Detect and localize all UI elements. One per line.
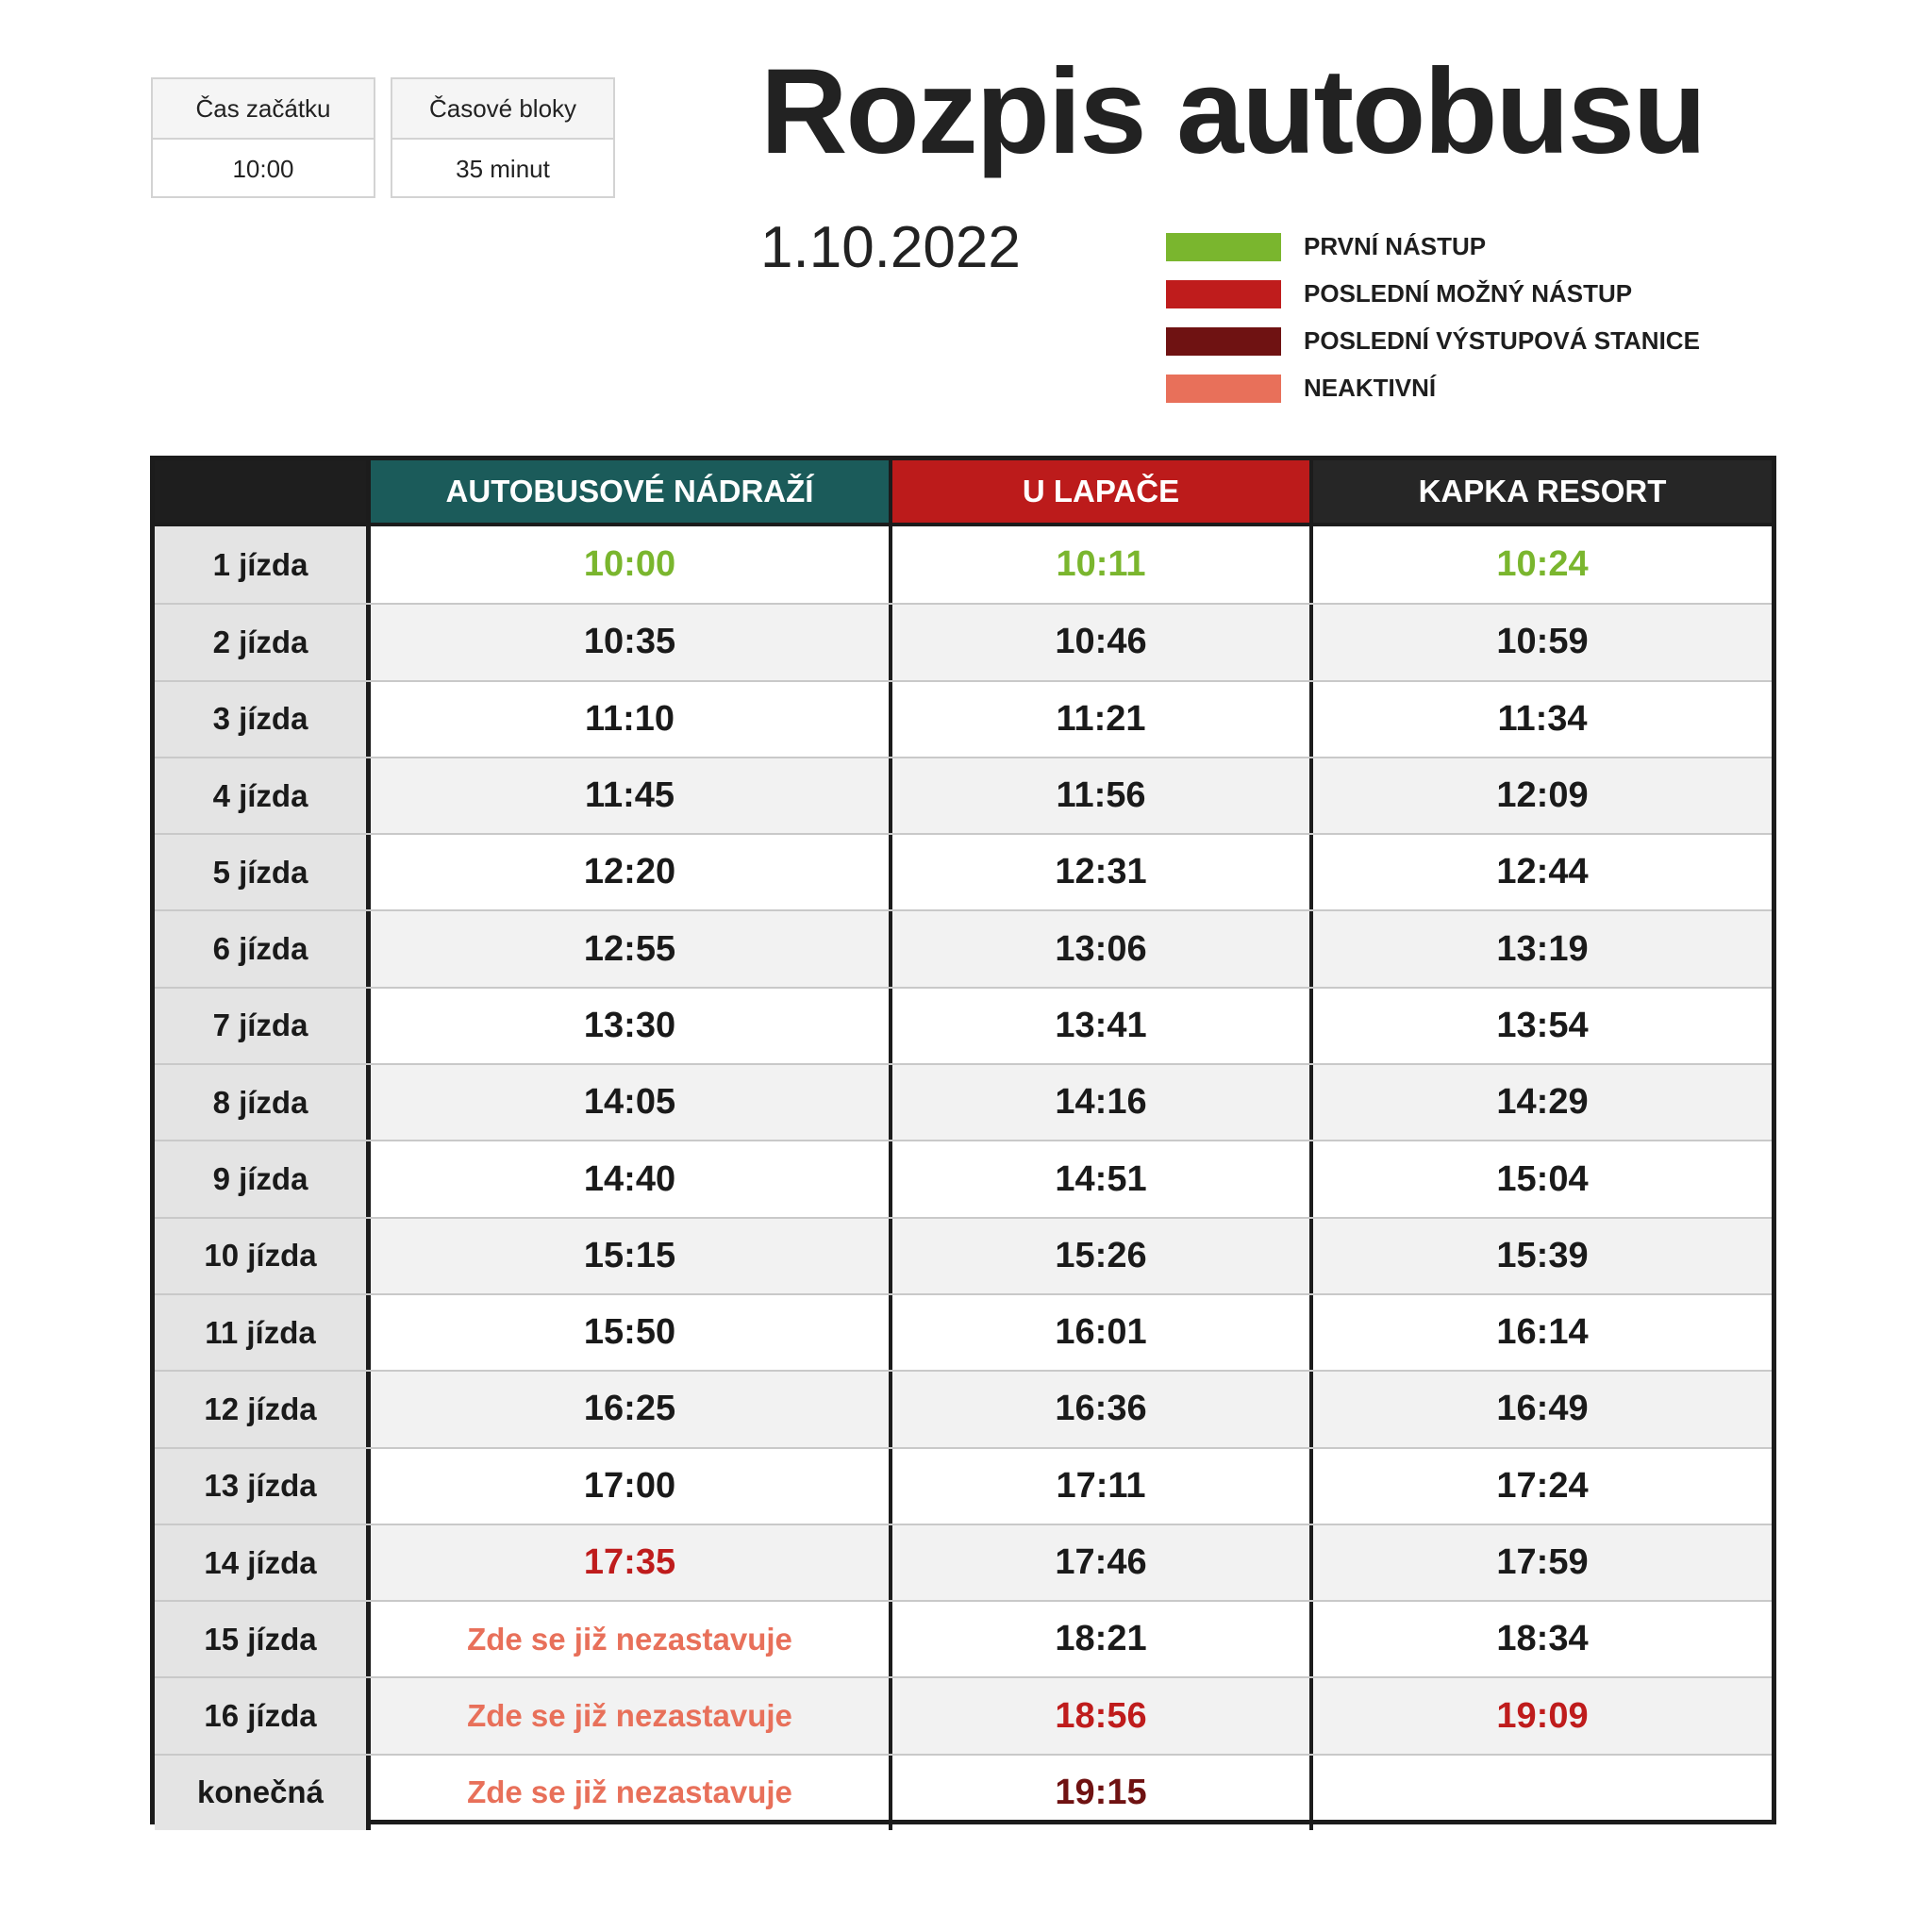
- departure-time: 14:05: [371, 1065, 892, 1140]
- departure-time: 16:36: [892, 1372, 1313, 1446]
- row-label: 15 jízda: [155, 1602, 371, 1676]
- table-row: [155, 757, 1772, 833]
- table-row: [155, 909, 1772, 986]
- departure-time: 10:46: [892, 605, 1313, 679]
- row-label: 7 jízda: [155, 989, 371, 1063]
- table-row: [155, 833, 1772, 909]
- departure-time: 12:09: [1313, 758, 1772, 833]
- table-row: [155, 603, 1772, 679]
- departure-time: 13:30: [371, 989, 892, 1063]
- departure-time: 12:55: [371, 911, 892, 986]
- departure-time: 16:25: [371, 1372, 892, 1446]
- legend-item: [1166, 277, 1751, 309]
- schedule-date: 1.10.2022: [760, 215, 1021, 280]
- legend-label: NEAKTIVNÍ: [1304, 374, 1437, 402]
- row-label: 2 jízda: [155, 605, 371, 679]
- departure-time: 17:59: [1313, 1525, 1772, 1600]
- table-row: [155, 1676, 1772, 1753]
- table-body: [155, 526, 1772, 1830]
- departure-time: 15:39: [1313, 1219, 1772, 1293]
- table-row: [155, 1600, 1772, 1676]
- table-row: [155, 1370, 1772, 1446]
- row-label: 14 jízda: [155, 1525, 371, 1600]
- departure-time: [1313, 1756, 1772, 1830]
- table-row: [155, 680, 1772, 757]
- time-blocks-label: Časové bloky: [392, 79, 613, 140]
- row-label: 4 jízda: [155, 758, 371, 833]
- departure-time: 14:40: [371, 1141, 892, 1216]
- table-row: [155, 1217, 1772, 1293]
- table-row: [155, 1524, 1772, 1600]
- departure-time: 12:20: [371, 835, 892, 909]
- no-stop-message: Zde se již nezastavuje: [371, 1678, 892, 1753]
- departure-time: 19:09: [1313, 1678, 1772, 1753]
- start-time-label: Čas začátku: [153, 79, 374, 140]
- legend-swatch: [1166, 327, 1281, 356]
- departure-time: 11:34: [1497, 698, 1588, 739]
- departure-time: 18:56: [892, 1678, 1313, 1753]
- departure-time: 17:00: [371, 1449, 892, 1524]
- schedule-table: [150, 456, 1776, 1824]
- departure-time: 14:51: [892, 1141, 1313, 1216]
- departure-time: 10:59: [1313, 605, 1772, 679]
- departure-time: 13:06: [892, 911, 1313, 986]
- departure-time: 12:44: [1496, 852, 1589, 892]
- header-autobusove-nadrazi: AUTOBUSOVÉ NÁDRAŽÍ: [371, 460, 892, 523]
- departure-time: 11:21: [892, 682, 1313, 757]
- departure-time: 17:11: [892, 1449, 1313, 1524]
- row-label: 6 jízda: [155, 911, 371, 986]
- page-title: Rozpis autobusu: [760, 44, 1706, 179]
- start-time-box: [151, 77, 375, 198]
- departure-time: 15:04: [1496, 1158, 1589, 1199]
- time-blocks-box: [391, 77, 615, 198]
- row-label: 9 jízda: [155, 1141, 371, 1216]
- departure-time: 11:10: [371, 682, 892, 757]
- departure-time: 17:46: [892, 1525, 1313, 1600]
- table-header-row: [155, 460, 1772, 526]
- row-label: 5 jízda: [155, 835, 371, 909]
- row-label: 12 jízda: [155, 1372, 371, 1446]
- header-u-lapace: U LAPAČE: [892, 460, 1313, 523]
- row-label: 16 jízda: [155, 1678, 371, 1753]
- legend-label: PRVNÍ NÁSTUP: [1304, 232, 1487, 260]
- departure-time: 18:34: [1496, 1619, 1589, 1659]
- departure-time: 18:21: [892, 1602, 1313, 1676]
- departure-time: 13:19: [1313, 911, 1772, 986]
- legend-swatch: [1166, 233, 1281, 261]
- table-row: [155, 987, 1772, 1063]
- departure-time: 16:14: [1496, 1312, 1589, 1353]
- row-label: 13 jízda: [155, 1449, 371, 1524]
- no-stop-message: Zde se již nezastavuje: [371, 1602, 892, 1676]
- departure-time: 10:24: [1496, 544, 1589, 585]
- legend-item: [1166, 372, 1751, 404]
- legend-swatch: [1166, 280, 1281, 308]
- table-row: [155, 1293, 1772, 1370]
- departure-time: 17:24: [1496, 1465, 1589, 1506]
- no-stop-message: Zde se již nezastavuje: [371, 1756, 892, 1830]
- legend-item: [1166, 230, 1751, 262]
- row-label: konečná: [155, 1756, 371, 1830]
- departure-time: 11:56: [892, 758, 1313, 833]
- legend-label: POSLEDNÍ MOŽNÝ NÁSTUP: [1304, 279, 1633, 308]
- departure-time: 12:31: [892, 835, 1313, 909]
- departure-time: 14:29: [1313, 1065, 1772, 1140]
- departure-time: 10:35: [371, 605, 892, 679]
- departure-time: 15:15: [371, 1219, 892, 1293]
- header-kapka-resort: KAPKA RESORT: [1313, 460, 1772, 523]
- table-row: [155, 1447, 1772, 1524]
- departure-time: 11:45: [371, 758, 892, 833]
- departure-time: 16:01: [892, 1295, 1313, 1370]
- departure-time: 19:15: [892, 1756, 1313, 1830]
- row-label: 3 jízda: [155, 682, 371, 757]
- time-blocks-value: 35 minut: [456, 155, 550, 183]
- table-row: [155, 1063, 1772, 1140]
- departure-time: 13:41: [892, 989, 1313, 1063]
- table-row: [155, 1754, 1772, 1830]
- table-row: [155, 1140, 1772, 1216]
- row-label: 10 jízda: [155, 1219, 371, 1293]
- departure-time: 10:00: [371, 526, 892, 603]
- legend-item: [1166, 325, 1751, 357]
- departure-time: 14:16: [892, 1065, 1313, 1140]
- departure-time: 10:11: [892, 526, 1313, 603]
- start-time-value: 10:00: [232, 155, 294, 183]
- departure-time: 17:35: [371, 1525, 892, 1600]
- header-corner: [155, 460, 371, 523]
- row-label: 1 jízda: [155, 526, 371, 603]
- departure-time: 13:54: [1496, 1005, 1589, 1045]
- departure-time: 16:49: [1313, 1372, 1772, 1446]
- row-label: 8 jízda: [155, 1065, 371, 1140]
- departure-time: 15:50: [371, 1295, 892, 1370]
- departure-time: 15:26: [892, 1219, 1313, 1293]
- table-row: [155, 526, 1772, 603]
- row-label: 11 jízda: [155, 1295, 371, 1370]
- legend-label: POSLEDNÍ VÝSTUPOVÁ STANICE: [1304, 326, 1700, 355]
- legend-swatch: [1166, 375, 1281, 403]
